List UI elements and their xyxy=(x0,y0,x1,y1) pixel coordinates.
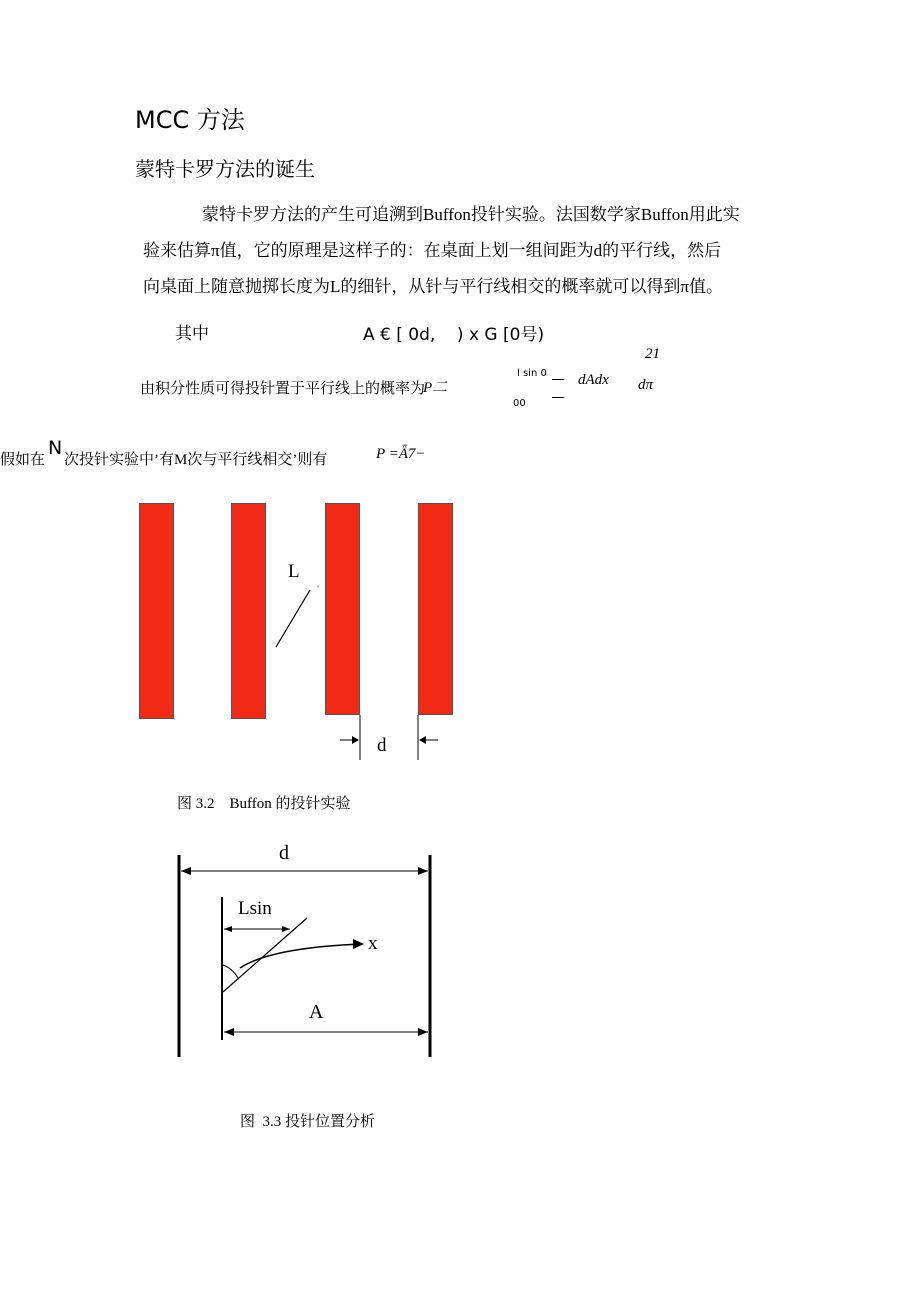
hypothesis-part-2: 次投针实验中’有M次与平行线相交’则有 xyxy=(64,452,328,468)
figure-1-caption: 图 3.2 Buffon 的投针实验 xyxy=(177,796,351,812)
x-axis-label: x xyxy=(368,933,378,954)
range-prefix: 其中 xyxy=(175,324,209,344)
x-arrowhead xyxy=(353,939,364,949)
paragraph-line-2: 验来估算π值，它的原理是这样子的：在桌面上划一组间距为d的平行线，然后 xyxy=(143,241,722,260)
range-expression: A € [ 0d, ) x G [0号) xyxy=(363,325,545,345)
top-arrowhead-left xyxy=(181,867,191,875)
gap-label: d xyxy=(377,735,387,756)
integral-upper-limit: l sin 0 xyxy=(517,368,547,379)
lsin-arrowhead-left xyxy=(224,926,232,932)
fraction-denominator: dπ xyxy=(638,377,654,393)
tick-mark: ˌ xyxy=(316,574,320,588)
angle-arc xyxy=(223,965,238,978)
hypothesis-formula: P =Ǟ7− xyxy=(376,446,426,462)
section-title: MCC 方法 xyxy=(135,106,245,134)
hypothesis-N: N xyxy=(48,437,63,459)
probability-P: P二 xyxy=(423,380,448,396)
section-subtitle: 蒙特卡罗方法的诞生 xyxy=(135,157,315,181)
x-curve xyxy=(240,944,360,968)
lsin-arrowhead-right xyxy=(282,926,290,932)
a-label: A xyxy=(309,1001,324,1023)
needle xyxy=(276,590,310,647)
a-arrowhead-left xyxy=(224,1028,234,1036)
probability-text: 由积分性质可得投针置于平行线上的概率为 xyxy=(140,381,426,397)
paragraph-line-1: 蒙特卡罗方法的产生可追溯到Buffon投针实验。法国数学家Buffon用此实 xyxy=(202,205,740,224)
top-d-label: d xyxy=(279,842,289,864)
top-arrowhead-right xyxy=(418,867,428,875)
needle-label: L xyxy=(288,561,300,582)
gap-arrowhead-right xyxy=(419,736,426,744)
figure-2-diagram xyxy=(160,840,450,1070)
integral-lower-limit: 00 xyxy=(513,398,526,409)
a-arrowhead-right xyxy=(418,1028,428,1036)
figure-2-caption: 图 3.3 投针位置分析 xyxy=(240,1114,376,1130)
hypothesis-part-1: 假如在 xyxy=(0,452,46,468)
paragraph-line-3: 向桌面上随意抛掷长度为L的细针，从针与平行线相交的概率就可以得到π值。 xyxy=(143,277,723,296)
lsin-label: Lsin xyxy=(238,898,272,919)
integrand: dAdx xyxy=(578,372,609,388)
gap-arrowhead-left xyxy=(352,736,359,744)
fraction-numerator: 21 xyxy=(645,346,660,362)
